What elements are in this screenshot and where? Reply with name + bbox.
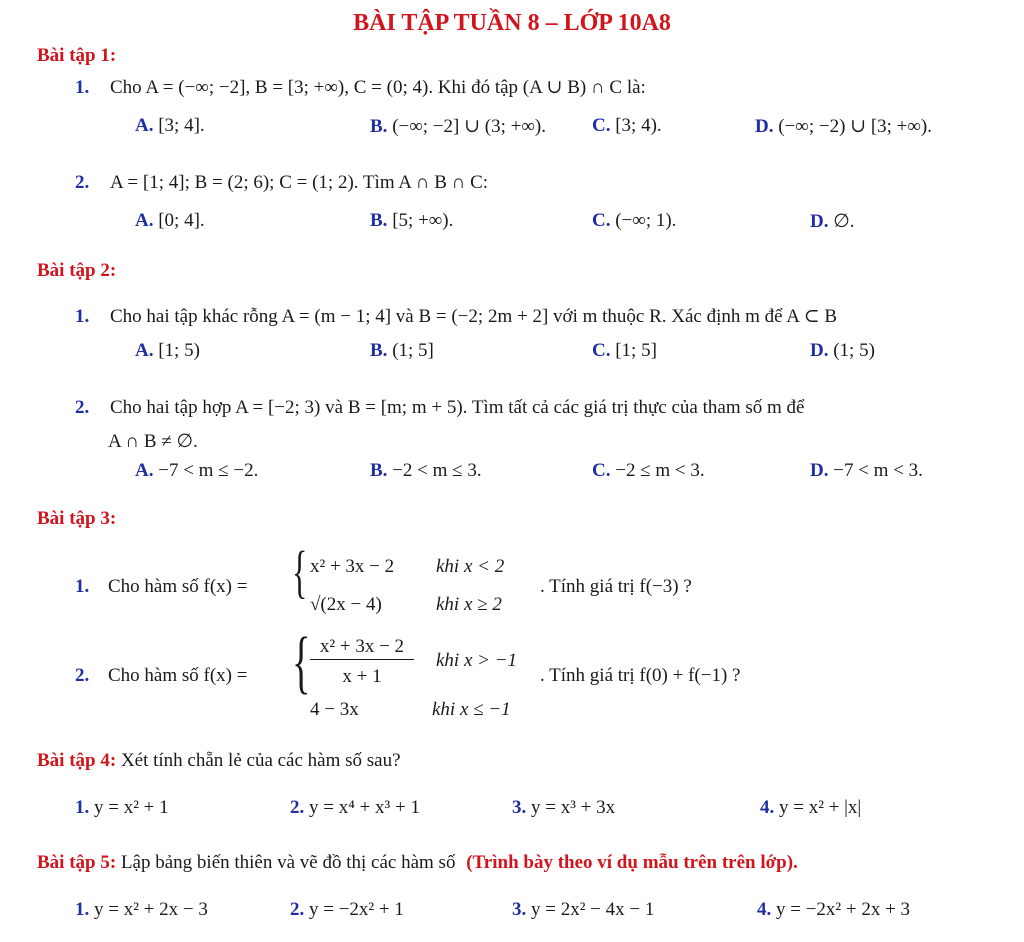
s3-q1-cond1: khi x < 2: [436, 556, 505, 577]
item-number: 4.: [757, 899, 772, 920]
s1-q2-option-d: [810, 210, 855, 233]
s3-q1-lead: Cho hàm số f(x) =: [108, 576, 248, 597]
option-label: D.: [755, 116, 774, 137]
option-text: −7 < m < 3.: [833, 460, 923, 481]
s1-q2-text: A = [1; 4]; B = (2; 6); C = (1; 2). Tìm A ∩ B ∩ C:: [110, 172, 489, 193]
s2-q1-option-d: [810, 340, 875, 362]
option-text: [1; 5]: [615, 340, 657, 361]
section-1-heading: Bài tập 1:: [37, 45, 117, 66]
s2-q2-number: 2.: [75, 397, 90, 418]
option-text: [5; +∞).: [392, 210, 454, 231]
s2-q2-text: Cho hai tập hợp A = [−2; 3) và B = [m; m + 5). Tìm tất cả các giá trị thực của tham số m để: [110, 397, 805, 418]
s3-q2-case2: 4 − 3x: [310, 699, 359, 720]
section-3-heading: Bài tập 3:: [37, 508, 117, 529]
s2-q1-option-c: [592, 340, 657, 362]
section-5-note: (Trình bày theo ví dụ mẫu trên trên lớp).: [466, 852, 798, 873]
s1-q2-option-a: [135, 210, 205, 232]
s3-q2-lead: Cho hàm số f(x) =: [108, 665, 248, 686]
question-number: 2.: [75, 665, 90, 686]
option-label: D.: [810, 460, 829, 481]
item-number: 2.: [290, 899, 305, 920]
s3-q1-tail: . Tính giá trị f(−3) ?: [540, 576, 692, 597]
option-label: C.: [592, 340, 611, 361]
s2-q2-text-continued: A ∩ B ≠ ∅.: [108, 431, 198, 452]
option-label: D.: [810, 211, 829, 232]
s1-q2-option-c: [592, 210, 676, 232]
option-text: (1; 5): [833, 340, 875, 361]
page-title: BÀI TẬP TUẦN 8 – LỚP 10A8: [353, 10, 671, 36]
option-label: A.: [135, 210, 154, 231]
s4-item-1: [75, 797, 169, 819]
s1-q1-option-b: [370, 115, 546, 138]
section-5-text: Lập bảng biến thiên và vẽ đồ thị các hàm số: [120, 852, 456, 873]
s2-q1-line: [75, 305, 837, 328]
option-text: (−∞; −2) ∪ [3; +∞).: [778, 116, 933, 137]
section-5-line: [37, 852, 798, 874]
s3-q1-cond2: khi x ≥ 2: [436, 594, 502, 615]
option-text: ∅.: [833, 211, 855, 232]
option-label: C.: [592, 115, 611, 136]
s1-q2-number: 2.: [75, 172, 90, 193]
s4-item-4: [760, 797, 861, 819]
s2-q1-option-b: [370, 340, 434, 362]
s2-q2-line: [75, 397, 804, 419]
s2-q1-text: Cho hai tập khác rỗng A = (m − 1; 4] và B = (−2; 2m + 2] với m thuộc R. Xác định m để A ⊂ B: [110, 306, 838, 327]
piecewise-brace: {: [292, 624, 311, 701]
s3-q2-cond1: khi x > −1: [436, 650, 518, 671]
s3-q2-cond2: khi x ≤ −1: [432, 699, 511, 720]
s4-item-2: [290, 797, 420, 819]
s4-item-3: [512, 797, 615, 819]
option-label: C.: [592, 460, 611, 481]
item-expr: y = x³ + 3x: [531, 797, 616, 818]
s1-q1-option-d: [755, 115, 932, 138]
section-4-heading: Bài tập 4:: [37, 750, 117, 771]
question-number: 1.: [75, 576, 90, 597]
s1-q1-line: [75, 76, 646, 99]
item-expr: y = x² + |x|: [779, 797, 862, 818]
item-number: 1.: [75, 899, 90, 920]
s5-item-3: [512, 899, 654, 921]
option-text: [1; 5): [158, 340, 200, 361]
s1-q1-option-a: [135, 115, 205, 137]
item-number: 3.: [512, 899, 527, 920]
item-expr: y = −2x² + 1: [309, 899, 404, 920]
option-label: A.: [135, 115, 154, 136]
item-expr: y = x² + 1: [94, 797, 169, 818]
option-text: −7 < m ≤ −2.: [158, 460, 259, 481]
option-label: C.: [592, 210, 611, 231]
option-text: (−∞; 1).: [615, 210, 677, 231]
s1-q2-line: [75, 172, 488, 194]
s1-q2-option-b: [370, 210, 453, 232]
option-label: B.: [370, 340, 388, 361]
s3-q2-case1-denominator: x + 1: [342, 666, 382, 687]
option-label: A.: [135, 340, 154, 361]
s2-q2-option-a: [135, 460, 258, 482]
option-label: A.: [135, 460, 154, 481]
option-label: D.: [810, 340, 829, 361]
s3-q2-case1-numerator: x² + 3x − 2: [310, 636, 414, 660]
section-4-line: [37, 750, 401, 772]
s1-q1-option-c: [592, 115, 662, 137]
option-text: −2 ≤ m < 3.: [615, 460, 705, 481]
option-label: B.: [370, 210, 388, 231]
option-label: B.: [370, 460, 388, 481]
s5-item-4: [757, 899, 910, 921]
item-expr: y = x⁴ + x³ + 1: [309, 797, 420, 818]
item-number: 2.: [290, 797, 305, 818]
s2-q2-option-c: [592, 460, 705, 482]
item-number: 4.: [760, 797, 775, 818]
item-expr: y = 2x² − 4x − 1: [531, 899, 655, 920]
option-label: B.: [370, 116, 388, 137]
piecewise-brace: {: [292, 539, 308, 604]
option-text: −2 < m ≤ 3.: [392, 460, 482, 481]
option-text: (−∞; −2] ∪ (3; +∞).: [392, 116, 546, 137]
section-2-heading: Bài tập 2:: [37, 260, 117, 281]
s2-q2-option-d: [810, 460, 923, 482]
option-text: [3; 4).: [615, 115, 662, 136]
s3-q1-case2: √(2x − 4): [310, 594, 382, 615]
s2-q2-option-b: [370, 460, 482, 482]
s3-q1-case1: x² + 3x − 2: [310, 556, 395, 577]
item-expr: y = −2x² + 2x + 3: [776, 899, 911, 920]
item-expr: y = x² + 2x − 3: [94, 899, 208, 920]
option-text: [0; 4].: [158, 210, 205, 231]
s2-q1-number: 1.: [75, 306, 90, 327]
section-4-text: Xét tính chẵn lẻ của các hàm số sau?: [120, 750, 401, 771]
s2-q1-option-a: [135, 340, 200, 362]
option-text: (1; 5]: [392, 340, 434, 361]
section-5-heading: Bài tập 5:: [37, 852, 117, 873]
s3-q1-number: [75, 576, 89, 598]
item-number: 1.: [75, 797, 90, 818]
s1-q1-number: 1.: [75, 77, 90, 98]
s3-q2-number: [75, 665, 89, 687]
s5-item-1: [75, 899, 208, 921]
s1-q1-text: Cho A = (−∞; −2], B = [3; +∞), C = (0; 4). Khi đó tập (A ∪ B) ∩ C là:: [110, 77, 646, 98]
s3-q2-tail: . Tính giá trị f(0) + f(−1) ?: [540, 665, 741, 686]
s5-item-2: [290, 899, 404, 921]
item-number: 3.: [512, 797, 527, 818]
option-text: [3; 4].: [158, 115, 205, 136]
